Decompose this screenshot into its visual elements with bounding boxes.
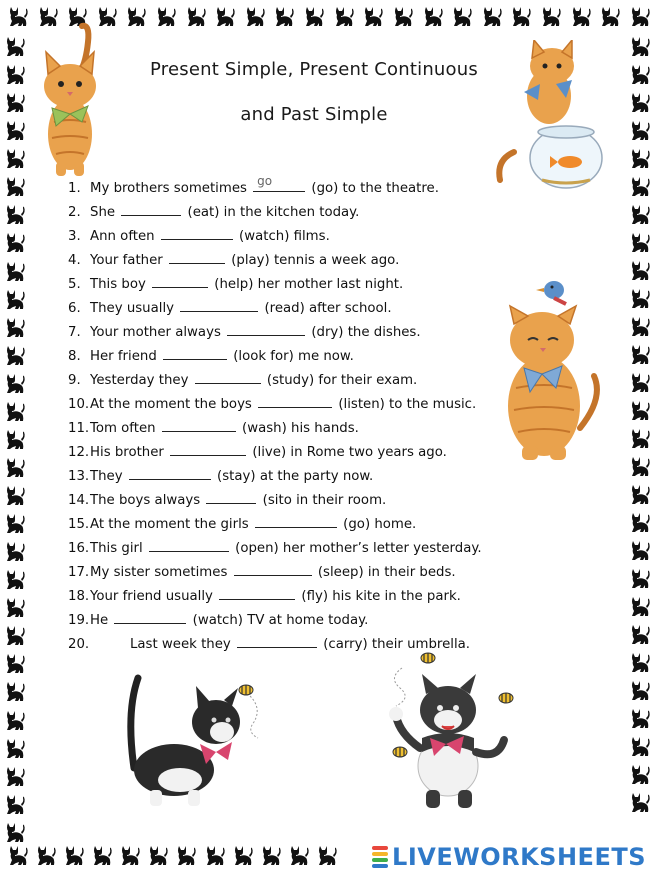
question-text-after: (play) tennis a week ago. — [226, 253, 400, 268]
question-text-after: (open) her mother’s letter yesterday. — [230, 541, 482, 556]
black-cat-icon — [3, 511, 27, 535]
black-cat-icon — [3, 736, 27, 760]
question-text-before: Last week they — [130, 637, 236, 652]
question-text-after: (listen) to the music. — [334, 397, 477, 412]
question-item — [68, 489, 508, 513]
question-number: 5. — [68, 277, 81, 292]
black-cat-icon — [628, 118, 652, 142]
question-number: 6. — [68, 301, 81, 316]
kitten-with-fishbowl — [494, 40, 604, 190]
question-text-before: At the moment the boys — [90, 397, 257, 412]
worksheet-title: Present Simple, Present Continuous — [150, 59, 478, 80]
question-item — [68, 537, 508, 561]
dancing-kitten-with-bees — [382, 648, 532, 816]
answer-blank[interactable] — [152, 273, 208, 288]
black-cat-icon — [3, 230, 27, 254]
answer-blank[interactable] — [237, 633, 317, 648]
black-cat-icon — [3, 651, 27, 675]
question-number: 8. — [68, 349, 81, 364]
question-text-before: This girl — [90, 541, 147, 556]
question-text-before: At the moment the girls — [90, 517, 253, 532]
question-text-before: Your father — [90, 253, 167, 268]
question-item — [68, 273, 508, 297]
question-text-before: His brother — [90, 445, 169, 460]
question-text-after: (stay) at the party now. — [212, 469, 374, 484]
answer-blank[interactable] — [114, 609, 186, 624]
question-item — [68, 297, 508, 321]
answer-blank[interactable] — [219, 585, 295, 600]
answer-blank[interactable] — [169, 249, 225, 264]
black-cat-icon — [3, 455, 27, 479]
liveworksheets-watermark — [372, 843, 646, 871]
black-cat-icon — [628, 230, 652, 254]
black-cat-icon — [598, 4, 622, 28]
answer-blank[interactable] — [253, 174, 305, 192]
question-item — [68, 345, 508, 369]
black-cat-icon — [243, 4, 267, 28]
black-cat-icon — [628, 90, 652, 114]
question-text-before: This boy — [90, 277, 151, 292]
black-cat-icon — [628, 62, 652, 86]
question-text-before: He — [90, 613, 113, 628]
cat-border-bottom — [0, 843, 345, 877]
answer-blank[interactable] — [163, 345, 227, 360]
black-cat-icon — [154, 4, 178, 28]
black-cat-icon — [302, 4, 326, 28]
answer-blank[interactable] — [195, 369, 261, 384]
worksheet-subtitle: and Past Simple — [240, 104, 388, 125]
black-cat-icon — [628, 370, 652, 394]
black-cat-icon — [3, 820, 27, 844]
black-white-kitten-with-bee — [122, 672, 270, 814]
question-item — [68, 225, 508, 249]
black-cat-icon — [3, 34, 27, 58]
question-number: 7. — [68, 325, 81, 340]
black-cat-icon — [3, 679, 27, 703]
black-cat-icon — [628, 398, 652, 422]
answer-value: go — [257, 174, 273, 188]
black-cat-icon — [361, 4, 385, 28]
question-list — [68, 174, 508, 657]
watermark-text: LIVEWORKSHEETS — [392, 843, 646, 871]
black-cat-icon — [628, 4, 652, 28]
cat-with-bird — [496, 278, 606, 464]
black-cat-icon — [3, 567, 27, 591]
question-item — [68, 441, 508, 465]
question-text-after: (carry) their umbrella. — [319, 637, 471, 652]
question-number: 11. — [68, 421, 90, 436]
black-cat-icon — [3, 371, 27, 395]
question-text-before: Your mother always — [90, 325, 226, 340]
question-text-before: Ann often — [90, 229, 159, 244]
answer-blank[interactable] — [227, 321, 305, 336]
black-cat-icon — [3, 539, 27, 563]
question-text-before: Your friend usually — [90, 589, 218, 604]
black-cat-icon — [3, 315, 27, 339]
black-cat-icon — [628, 202, 652, 226]
question-text-before: They usually — [90, 301, 179, 316]
question-number: 2. — [68, 205, 81, 220]
question-text-before: They — [90, 469, 127, 484]
black-cat-icon — [3, 623, 27, 647]
answer-blank[interactable] — [170, 441, 246, 456]
black-cat-icon — [628, 538, 652, 562]
question-number: 9. — [68, 373, 81, 388]
black-cat-icon — [184, 4, 208, 28]
black-cat-icon — [569, 4, 593, 28]
black-cat-icon — [628, 342, 652, 366]
black-cat-icon — [3, 483, 27, 507]
liveworksheets-logo-icon — [372, 845, 388, 869]
question-text-after: (wash) his hands. — [237, 421, 359, 436]
question-number: 3. — [68, 229, 81, 244]
black-cat-icon — [628, 286, 652, 310]
black-cat-icon — [34, 843, 58, 867]
black-cat-icon — [421, 4, 445, 28]
answer-blank[interactable] — [162, 417, 236, 432]
black-cat-icon — [391, 4, 415, 28]
black-cat-icon — [118, 843, 142, 867]
question-text-before: Her friend — [90, 349, 161, 364]
black-cat-icon — [628, 510, 652, 534]
black-cat-icon — [3, 764, 27, 788]
answer-blank[interactable] — [234, 561, 312, 576]
question-text-after: (study) for their exam. — [262, 373, 418, 388]
question-number: 13. — [68, 469, 90, 484]
black-cat-icon — [628, 678, 652, 702]
question-number: 15. — [68, 517, 90, 532]
black-cat-icon — [315, 843, 339, 867]
question-item — [68, 465, 508, 489]
question-text-after: (watch) TV at home today. — [188, 613, 369, 628]
black-cat-icon — [628, 426, 652, 450]
question-item — [68, 369, 508, 393]
logo-stripe — [372, 858, 388, 862]
black-cat-icon — [287, 843, 311, 867]
black-cat-icon — [539, 4, 563, 28]
black-cat-icon — [3, 287, 27, 311]
question-number: 19. — [68, 613, 90, 628]
question-item — [68, 609, 508, 633]
question-item — [68, 393, 508, 417]
answer-blank[interactable] — [161, 225, 233, 240]
black-cat-icon — [628, 790, 652, 814]
answer-blank[interactable] — [129, 465, 211, 480]
question-text-after: (read) after school. — [260, 301, 392, 316]
logo-stripe — [372, 852, 388, 856]
black-cat-icon — [6, 4, 30, 28]
question-text-before: My brothers sometimes — [90, 181, 252, 196]
black-cat-icon — [6, 843, 30, 867]
question-number: 18. — [68, 589, 90, 604]
question-text-after: (look for) me now. — [229, 349, 354, 364]
black-cat-icon — [3, 174, 27, 198]
black-cat-icon — [231, 843, 255, 867]
black-cat-icon — [124, 4, 148, 28]
black-cat-icon — [213, 4, 237, 28]
question-text-before: Yesterday they — [90, 373, 193, 388]
black-cat-icon — [3, 595, 27, 619]
question-text-after: (sito in their room. — [258, 493, 387, 508]
cat-border-right — [628, 34, 658, 814]
answer-blank[interactable] — [258, 393, 332, 408]
black-cat-icon — [509, 4, 533, 28]
answer-blank[interactable] — [121, 201, 181, 216]
black-cat-icon — [450, 4, 474, 28]
question-text-before: The boys always — [90, 493, 205, 508]
question-text-after: (watch) films. — [234, 229, 330, 244]
question-text-before: My sister sometimes — [90, 565, 232, 580]
black-cat-icon — [628, 482, 652, 506]
answer-blank[interactable] — [206, 489, 256, 504]
question-item — [68, 417, 508, 441]
orange-kitten-top-left — [30, 22, 110, 180]
question-number: 10. — [68, 397, 90, 412]
question-item — [68, 321, 508, 345]
question-number: 16. — [68, 541, 90, 556]
question-text-before: She — [90, 205, 120, 220]
logo-stripe — [372, 864, 388, 868]
black-cat-icon — [628, 762, 652, 786]
question-number: 12. — [68, 445, 90, 460]
question-number: 17. — [68, 565, 90, 580]
answer-blank[interactable] — [149, 537, 229, 552]
black-cat-icon — [62, 843, 86, 867]
black-cat-icon — [628, 314, 652, 338]
black-cat-icon — [628, 566, 652, 590]
black-cat-icon — [146, 843, 170, 867]
black-cat-icon — [480, 4, 504, 28]
black-cat-icon — [90, 843, 114, 867]
black-cat-icon — [628, 146, 652, 170]
black-cat-icon — [3, 792, 27, 816]
black-cat-icon — [3, 708, 27, 732]
question-item — [68, 561, 508, 585]
black-cat-icon — [3, 343, 27, 367]
black-cat-icon — [628, 174, 652, 198]
question-item — [68, 249, 508, 273]
black-cat-icon — [628, 34, 652, 58]
logo-stripe — [372, 846, 388, 850]
question-item — [68, 174, 508, 201]
answer-blank[interactable] — [180, 297, 258, 312]
question-text-after: (dry) the dishes. — [307, 325, 421, 340]
question-text-after: (fly) his kite in the park. — [297, 589, 461, 604]
black-cat-icon — [174, 843, 198, 867]
question-item — [68, 585, 508, 609]
question-text-before: Tom often — [90, 421, 160, 436]
question-number: 20. — [68, 637, 90, 652]
question-number: 1. — [68, 181, 81, 196]
black-cat-icon — [628, 594, 652, 618]
question-text-after: (sleep) in their beds. — [313, 565, 456, 580]
black-cat-icon — [259, 843, 283, 867]
black-cat-icon — [3, 427, 27, 451]
black-cat-icon — [3, 259, 27, 283]
black-cat-icon — [272, 4, 296, 28]
black-cat-icon — [628, 258, 652, 282]
black-cat-icon — [628, 622, 652, 646]
question-text-after: (help) her mother last night. — [210, 277, 404, 292]
question-text-after: (eat) in the kitchen today. — [183, 205, 360, 220]
black-cat-icon — [3, 399, 27, 423]
black-cat-icon — [628, 650, 652, 674]
question-text-after: (live) in Rome two years ago. — [248, 445, 447, 460]
black-cat-icon — [628, 454, 652, 478]
question-text-after: (go) to the theatre. — [307, 181, 439, 196]
black-cat-icon — [628, 706, 652, 730]
question-item — [68, 513, 508, 537]
black-cat-icon — [332, 4, 356, 28]
question-text-after: (go) home. — [338, 517, 417, 532]
question-item — [68, 201, 508, 225]
answer-blank[interactable] — [255, 513, 337, 528]
black-cat-icon — [628, 734, 652, 758]
black-cat-icon — [203, 843, 227, 867]
question-number: 4. — [68, 253, 81, 268]
black-cat-icon — [3, 202, 27, 226]
question-number: 14. — [68, 493, 90, 508]
black-cat-icon — [3, 146, 27, 170]
cat-border-left — [0, 34, 30, 844]
